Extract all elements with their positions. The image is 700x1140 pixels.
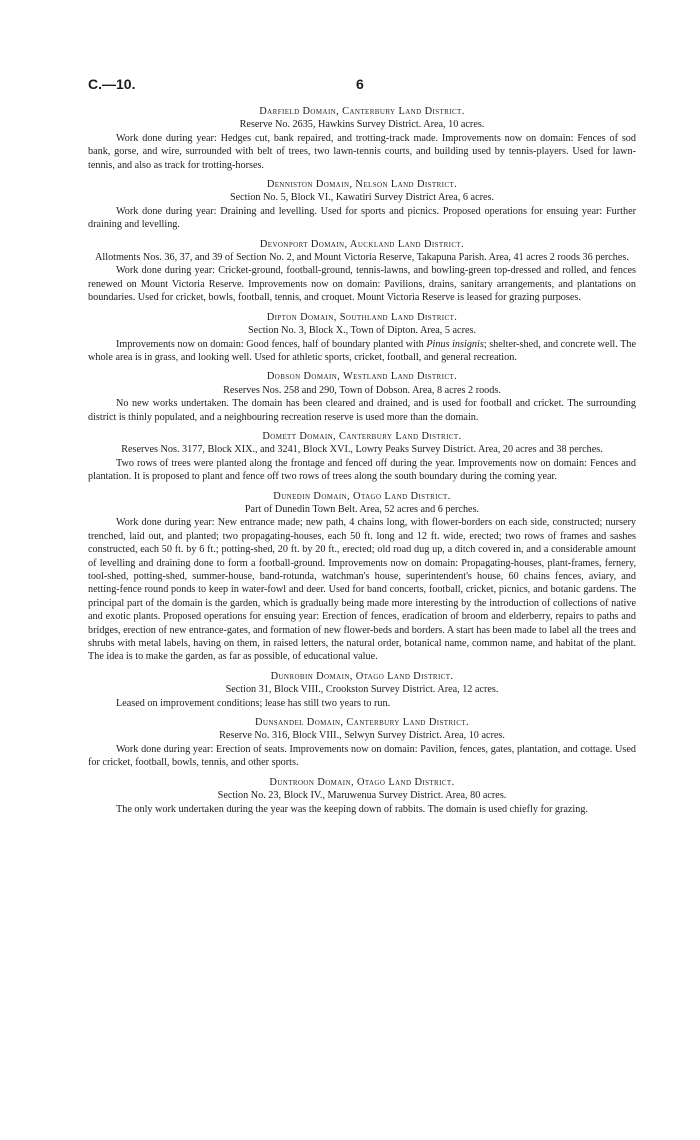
domain-reserve: Reserve No. 2635, Hawkins Survey District. Area, 10 acres. [239, 119, 485, 131]
domain-title: Denniston Domain, Nelson Land District. [266, 179, 458, 191]
domain-reserve: Allotments Nos. 36, 37, and 39 of Section No. 2, and Mount Victoria Reserve, Takapuna Parish. Area, 41 acres 2 roods 36 perches. [95, 252, 629, 264]
document-reference: C.—10. [88, 76, 136, 92]
page-header [88, 78, 636, 102]
domain-entry-dunrobin [88, 670, 636, 710]
domain-entry-devonport [88, 238, 636, 305]
domain-report: Work done during year: New entrance made; new path, 4 chains long, with flower-borders on each side, constructed; nursery trenched, laid out, and planted; two propagating-houses, each 50 ft. long and 12 ft. wide, erected; two rows of frames and sashes constructed, each 50 ft. by 6 ft.; potting-shed, 20 ft. by 20 ft., erected; old road dug up, a ditch covered in, and a considerable amount of levelling and draining done to form a football-ground. Improvements now on domain: Propagating-houses, plant-frames, fernery, tool-shed, potting-shed, summer-house, band-rotunda, watchman's house, superintendent's house, 60 chains fences, aviary, and netting-fence round ponds to keep in water-fowl and deer. Used for band concerts, football, cricket, picnics, and botanic gardens. The principal part of the domain is the garden, which is gradually being made more interesting by the introduction of collections of native and exotic plants. Proposed operations for ensuing year: Erection of fences, eradication of broom and elderberry, repairs to paths and bridges, erection of new entrance-gates, and formation of new flower-beds and borders. A start has been made to label all the trees and shrubs with metal labels, having on them, in raised letters, the natural order, botanical name, common name, and habitat of the plant. The idea is to make the garden, as far as possible, of educational value. [88, 517, 636, 663]
domain-report: Work done during year: Erection of seats. Improvements now on domain: Pavilion, fences, gates, plantation, and cottage. Used for cricket, football, bowls, tennis, and other sports. [88, 743, 636, 769]
domain-entry-denniston [88, 178, 636, 232]
report-text: Improvements now on domain: Good fences, half of boundary planted with [116, 338, 427, 350]
domain-title: Dunsandel Domain, Canterbury Land District. [254, 717, 470, 729]
domain-entry-duntroon [88, 776, 636, 816]
domain-reserve: Reserve No. 316, Block VIII., Selwyn Survey District. Area, 10 acres. [219, 730, 505, 742]
domain-entry-dunedin [88, 490, 636, 664]
domain-entry-dunsandel [88, 716, 636, 770]
species-name: Pinus insignis [426, 338, 484, 350]
domain-reserve: Part of Dunedin Town Belt. Area, 52 acres and 6 perches. [244, 503, 480, 515]
page-number: 6 [356, 76, 364, 92]
domain-report: The only work undertaken during the year was the keeping down of rabbits. The domain is used chiefly for grazing. [116, 803, 588, 815]
domain-title: Dobson Domain, Westland Land District. [266, 371, 458, 383]
domain-reserve: Section No. 5, Block VI., Kawatiri Survey District Area, 6 acres. [229, 192, 495, 204]
domain-entry-dipton [88, 311, 636, 365]
report-text: ; shelter-shed, and concrete well. The whole area is in grass, and looking well. Used for athletic sports, cricket, football, and general recreation. [88, 338, 636, 363]
domain-title: Dunrobin Domain, Otago Land District. [270, 670, 454, 682]
domain-report: Work done during year: Hedges cut, bank repaired, and trotting-track made. Improvements now on domain: Fences of sod bank, gorse, and wire, surrounded with belt of trees, two lawn-tennis courts, and building used by tennis-players. Used for lawn-tennis, and also as track for trotting-horses. [88, 132, 636, 171]
domain-title: Dunedin Domain, Otago Land District. [273, 490, 451, 502]
domain-reserve: Reserves Nos. 258 and 290, Town of Dobson. Area, 8 acres 2 roods. [223, 384, 501, 396]
domain-reserve: Section No. 3, Block X., Town of Dipton. Area, 5 acres. [248, 325, 476, 337]
domain-reserve: Section No. 23, Block IV., Maruwenua Survey District. Area, 80 acres. [217, 790, 507, 802]
domain-title: Darfield Domain, Canterbury Land District. [259, 106, 465, 117]
domain-report: Leased on improvement conditions; lease has still two years to run. [116, 697, 391, 709]
domain-reserve: Section 31, Block VIII., Crookston Survey District. Area, 12 acres. [225, 684, 499, 696]
domain-report: Work done during year: Draining and levelling. Used for sports and picnics. Proposed operations for ensuing year: Further draining and levelling. [88, 205, 636, 231]
domain-report: Two rows of trees were planted along the frontage and fenced off during the year. Improvements now on domain: Fences and plantation. It is proposed to plant and fence off two rows of trees along the south boundary during the coming year. [88, 457, 636, 483]
domain-report: Work done during year: Cricket-ground, football-ground, tennis-lawns, and bowling-green top-dressed and rolled, and fences renewed on Mount Victoria Reserve. Improvements now on domain: Pavilions, drains, sanitary arrangements, and plantations on boundaries. Used for cricket, bowls, football, tennis, and croquet. Mount Victoria Reserve is leased for grazing purposes. [88, 265, 636, 304]
domain-report [88, 338, 636, 365]
domain-entry-darfield [88, 105, 636, 172]
domain-entry-domett [88, 430, 636, 484]
domain-title: Dipton Domain, Southland Land District. [266, 311, 458, 323]
domain-reserve: Reserves Nos. 3177, Block XIX., and 3241, Block XVI., Lowry Peaks Survey District. Area, 20 acres and 38 perches. [121, 444, 603, 456]
domain-title: Duntroon Domain, Otago Land District. [269, 776, 455, 788]
domain-title: Devonport Domain, Auckland Land District. [259, 238, 465, 250]
domain-entry-dobson [88, 370, 636, 424]
report-page [88, 78, 636, 822]
domain-title: Domett Domain, Canterbury Land District. [262, 430, 462, 442]
domain-report: No new works undertaken. The domain has been cleared and drained, and is used for football and cricket. The surrounding district is thinly populated, and a neighbouring recreation reserve is used more than the domain. [88, 398, 636, 423]
